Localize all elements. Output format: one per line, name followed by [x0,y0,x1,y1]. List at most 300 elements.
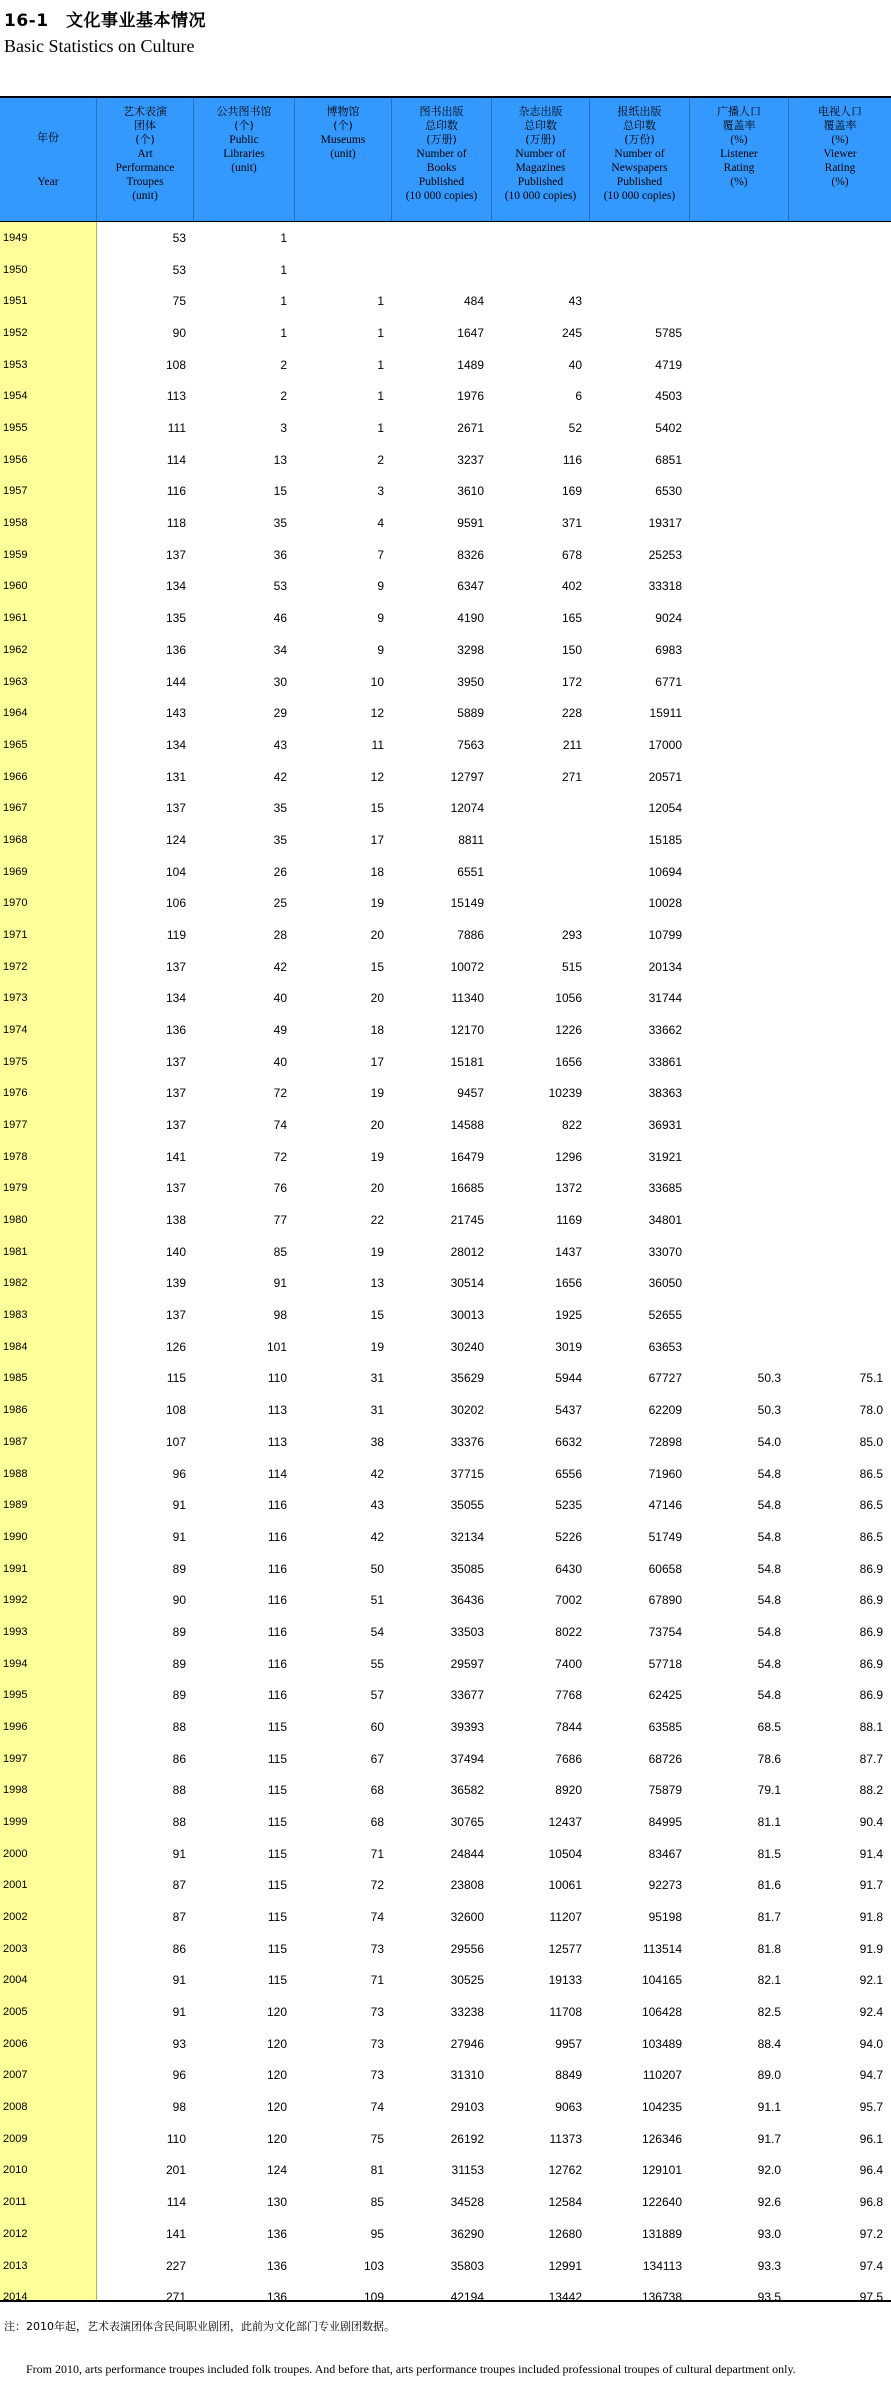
cell-magazines: 10239 [548,1086,582,1101]
cell-viewer: 86.9 [859,1593,883,1608]
cell-troupes: 88 [172,1815,186,1829]
cell-year: 1992 [3,1594,28,1607]
cell-viewer: 97.2 [859,2226,883,2241]
cell-magazines: 8920 [555,1783,582,1798]
table-row [0,919,891,951]
cell-troupes: 118 [166,516,186,531]
cell-books: 9591 [457,516,484,531]
cell-viewer [789,697,891,729]
table-row [0,317,891,349]
cell-books: 31153 [451,2163,484,2178]
cell-museums: 71 [370,1973,384,1988]
cell-newspapers: 62425 [648,1688,682,1703]
cell-troupes: 110 [166,2131,186,2146]
cell-year: 1989 [3,1499,28,1512]
cell-viewer: 86.9 [859,1624,883,1639]
cell-viewer: 94.0 [859,2036,883,2051]
cell-museums: 20 [370,991,384,1006]
cell-libraries: 110 [267,1371,287,1386]
table-row [0,1331,891,1363]
cell-magazines [492,887,590,919]
cell-museums: 18 [370,864,384,879]
cell-viewer [789,1331,891,1363]
cell-troupes: 134 [165,991,186,1006]
cell-newspapers: 33662 [648,1023,682,1037]
cell-year: 2008 [3,2101,28,2114]
cell-magazines: 1656 [555,1276,582,1291]
cell-year: 2006 [3,2037,28,2050]
cell-viewer: 87.7 [859,1751,883,1766]
cell-libraries: 29 [273,706,287,721]
cell-troupes: 137 [165,801,186,816]
cell-libraries: 120 [266,2005,287,2020]
cell-newspapers: 72898 [648,1434,682,1449]
cell-books: 30514 [450,1276,484,1291]
table-header [0,96,891,222]
cell-libraries: 124 [266,2163,287,2178]
table-row [0,887,891,919]
cell-magazines: 116 [562,452,582,467]
cell-libraries: 115 [267,1846,287,1861]
table-row [0,1806,891,1838]
cell-listener [690,349,789,381]
cell-listener: 93.5 [757,2290,781,2305]
cell-year: 1974 [3,1024,28,1036]
cell-libraries: 115 [267,1910,287,1925]
cell-magazines: 228 [561,706,582,721]
cell-libraries: 40 [273,1054,287,1069]
cell-magazines: 52 [568,421,582,436]
cell-viewer: 96.1 [859,2131,883,2146]
cell-year: 1951 [3,295,28,308]
cell-listener [690,697,789,729]
cell-troupes: 91 [172,1973,186,1988]
cell-newspapers: 136738 [641,2290,682,2305]
cell-newspapers: 36931 [648,1118,682,1133]
cell-magazines: 19133 [548,1973,582,1988]
table-row [0,1679,891,1711]
cell-books: 24844 [450,1846,484,1861]
table-row [0,666,891,698]
cell-troupes: 141 [165,1149,186,1164]
cell-viewer [789,444,891,476]
cell-listener: 88.4 [757,2036,781,2051]
cell-newspapers: 57718 [648,1656,682,1671]
header-museums [295,98,392,221]
cell-museums: 72 [370,1878,384,1893]
cell-year: 1950 [3,263,28,276]
cell-museums: 9 [377,579,384,594]
cell-newspapers: 63653 [648,1339,682,1354]
cell-troupes: 134 [165,579,186,594]
cell-troupes: 96 [172,1466,186,1481]
cell-magazines: 1169 [556,1213,582,1228]
cell-viewer [789,1141,891,1173]
cell-books: 32134 [450,1529,484,1544]
cell-libraries: 1 [280,326,287,341]
cell-viewer: 86.5 [859,1466,883,1481]
table-row [0,951,891,983]
cell-newspapers: 73754 [648,1624,682,1639]
cell-libraries: 116 [267,1624,287,1639]
cell-troupes: 91 [172,1529,186,1544]
cell-museums: 73 [370,2036,384,2051]
cell-year: 1993 [3,1625,28,1638]
cell-viewer [789,792,891,824]
cell-listener [690,1299,789,1331]
cell-libraries: 120 [266,2068,287,2083]
cell-books: 36436 [450,1593,484,1608]
cell-magazines: 3019 [555,1339,582,1354]
cell-year: 1972 [3,960,28,973]
cell-museums: 12 [370,706,384,721]
cell-libraries: 120 [266,2131,287,2146]
cell-libraries: 136 [266,2290,287,2305]
cell-libraries: 30 [273,674,287,689]
cell-libraries: 115 [267,1783,287,1798]
cell-listener [690,570,789,602]
cell-listener [690,666,789,698]
cell-libraries: 1 [280,231,287,245]
cell-books: 33376 [450,1434,484,1449]
cell-year: 1995 [3,1689,28,1702]
cell-viewer: 96.8 [859,2195,883,2210]
cell-libraries: 53 [273,579,287,594]
cell-magazines: 172 [561,674,582,689]
table-row [0,1014,891,1046]
cell-viewer [789,1172,891,1204]
cell-listener: 54.8 [757,1529,781,1544]
cell-books: 3237 [457,452,484,467]
cell-viewer [789,856,891,888]
cell-museums: 67 [370,1751,384,1766]
cell-listener [690,1267,789,1299]
cell-year: 2005 [3,2006,28,2019]
header-year-en: Year [37,175,59,188]
table-row [0,1172,891,1204]
cell-libraries: 35 [273,832,287,847]
cell-libraries: 3 [280,421,287,436]
cell-libraries: 34 [273,642,287,657]
table-row [0,1046,891,1078]
cell-magazines [492,254,590,286]
cell-newspapers: 67890 [648,1593,682,1608]
cell-books: 30240 [450,1339,484,1354]
cell-books: 33503 [450,1624,484,1639]
cell-troupes: 93 [172,2036,186,2051]
cell-listener [690,1331,789,1363]
cell-year: 2012 [3,2227,28,2240]
cell-year: 1987 [3,1435,28,1448]
cell-newspapers: 15185 [648,832,682,847]
cell-newspapers: 6851 [655,452,682,467]
cell-books: 11340 [451,991,484,1006]
cell-viewer [789,1014,891,1046]
cell-listener: 81.5 [757,1846,781,1861]
cell-magazines: 1372 [555,1181,582,1196]
cell-listener: 89.0 [757,2068,781,2083]
cell-libraries: 115 [267,1878,287,1893]
cell-libraries: 2 [280,357,287,372]
cell-listener: 54.8 [757,1624,781,1639]
cell-libraries: 25 [273,896,287,911]
cell-newspapers: 75879 [648,1783,682,1798]
cell-libraries: 114 [267,1466,287,1481]
table-row [0,982,891,1014]
cell-year: 2000 [3,1847,28,1860]
cell-books: 15181 [450,1054,484,1069]
cell-libraries: 15 [273,484,287,499]
cell-listener [690,634,789,666]
cell-year: 1949 [3,232,28,244]
table-row [0,285,891,317]
cell-troupes: 136 [165,1023,186,1037]
cell-year: 1999 [3,1816,28,1828]
cell-museums: 54 [370,1624,384,1639]
cell-troupes: 134 [165,737,186,752]
cell-viewer [789,570,891,602]
cell-troupes: 138 [165,1213,186,1228]
cell-viewer: 91.7 [859,1878,883,1893]
cell-newspapers: 34801 [648,1213,682,1228]
table-row [0,2028,891,2060]
cell-museums: 1 [377,389,384,404]
cell-museums: 68 [370,1815,384,1829]
cell-newspapers: 6530 [655,484,682,499]
cell-newspapers: 33861 [648,1054,682,1069]
cell-viewer [789,1077,891,1109]
cell-books: 35085 [450,1561,484,1576]
cell-libraries: 46 [273,611,287,626]
table-row [0,824,891,856]
cell-museums: 15 [370,801,384,816]
table-row [0,507,891,539]
cell-newspapers: 84995 [648,1815,682,1829]
cell-books: 34528 [450,2195,484,2210]
cell-magazines: 12991 [548,2258,582,2273]
header-newspapers-cn: 报纸出版 总印数 (万份) [617,105,662,146]
cell-libraries: 115 [267,1973,287,1988]
table-row [0,1616,891,1648]
cell-books: 12170 [450,1023,484,1037]
cell-books: 39393 [450,1719,484,1734]
cell-museums: 55 [370,1656,384,1671]
table-row [0,1236,891,1268]
cell-troupes: 98 [172,2100,186,2115]
header-listener-cn: 广播人口 覆盖率 [717,105,761,132]
cell-magazines: 165 [561,611,582,626]
cell-magazines: 5437 [555,1403,582,1418]
cell-libraries: 136 [266,2226,287,2241]
cell-magazines: 1925 [555,1308,582,1323]
cell-troupes: 137 [165,1308,186,1323]
table-row [0,2059,891,2091]
cell-viewer [789,1299,891,1331]
cell-newspapers: 71960 [648,1466,682,1481]
cell-museums: 15 [370,1308,384,1323]
table-row [0,792,891,824]
cell-troupes: 144 [165,674,186,689]
cell-viewer [789,1236,891,1268]
cell-viewer: 92.1 [859,1973,883,1988]
cell-books [392,254,492,286]
cell-viewer [789,634,891,666]
cell-listener [690,1014,789,1046]
cell-newspapers: 134113 [642,2258,682,2273]
cell-libraries: 76 [273,1181,287,1196]
cell-newspapers: 36050 [648,1276,682,1291]
table-row [0,254,891,286]
cell-year: 1968 [3,833,28,846]
header-libraries [194,98,295,221]
cell-viewer [789,507,891,539]
cell-books: 8326 [457,547,484,562]
cell-books: 1647 [457,326,484,341]
cell-libraries: 2 [280,389,287,404]
table-row [0,1204,891,1236]
cell-listener [690,792,789,824]
table-body [0,222,891,2305]
cell-books: 42194 [450,2290,484,2305]
cell-viewer: 88.2 [859,1783,883,1798]
cell-listener: 54.8 [757,1688,781,1703]
cell-viewer [789,951,891,983]
cell-magazines: 12577 [548,1941,582,1956]
cell-listener [690,824,789,856]
header-viewer-en: (%) Viewer Rating (%) [823,134,857,188]
cell-troupes: 116 [166,484,186,499]
cell-year: 1954 [3,390,28,403]
cell-viewer: 86.9 [859,1561,883,1576]
cell-listener [690,539,789,571]
cell-magazines [492,824,590,856]
cell-museums: 95 [370,2226,384,2241]
cell-books: 7886 [457,927,484,942]
cell-books: 1489 [457,357,484,372]
cell-libraries: 35 [273,516,287,531]
cell-libraries: 74 [273,1118,287,1133]
cell-year: 1986 [3,1404,28,1417]
cell-books: 2671 [457,421,484,436]
cell-year: 1960 [3,580,28,593]
cell-museums: 57 [370,1688,384,1703]
cell-year: 1961 [3,612,28,625]
cell-viewer [789,317,891,349]
cell-viewer [789,285,891,317]
cell-museums: 81 [370,2163,384,2178]
header-year [0,98,97,221]
cell-magazines: 7400 [555,1656,582,1671]
cell-libraries: 91 [273,1276,287,1291]
cell-year: 1988 [3,1467,28,1480]
cell-year: 1969 [3,865,28,878]
cell-museums: 73 [370,1941,384,1956]
cell-museums: 15 [370,959,384,974]
cell-listener: 91.1 [757,2100,781,2115]
cell-year: 1994 [3,1657,28,1670]
cell-listener [690,1077,789,1109]
cell-newspapers: 5785 [655,326,682,341]
cell-books: 35629 [450,1371,484,1386]
cell-viewer: 86.5 [859,1498,883,1513]
cell-libraries: 42 [273,959,287,974]
cell-newspapers: 129101 [641,2163,682,2178]
cell-libraries: 1 [280,294,287,309]
table-row [0,1394,891,1426]
cell-magazines: 11373 [549,2131,582,2146]
cell-museums: 31 [370,1403,384,1418]
cell-troupes: 106 [165,896,186,911]
cell-museums: 19 [370,1086,384,1101]
cell-viewer: 88.1 [859,1719,883,1734]
cell-libraries: 72 [273,1149,287,1164]
cell-newspapers: 31744 [648,991,682,1006]
cell-books: 29597 [450,1656,484,1671]
cell-books: 36582 [450,1783,484,1798]
table-row [0,1458,891,1490]
cell-year: 1962 [3,643,28,656]
cell-museums: 73 [370,2068,384,2083]
header-libraries-cn: 公共图书馆 (个) [216,105,272,132]
cell-books: 36290 [450,2226,484,2241]
cell-year: 2003 [3,1942,28,1955]
cell-year: 1970 [3,897,28,910]
cell-museums: 103 [363,2258,384,2273]
cell-libraries: 40 [273,991,287,1006]
cell-books: 33677 [450,1688,484,1703]
cell-museums: 1 [377,421,384,436]
cell-listener: 54.8 [757,1561,781,1576]
cell-troupes: 139 [165,1276,186,1291]
cell-books: 15149 [450,896,484,911]
cell-museums: 20 [370,1181,384,1196]
cell-books: 1976 [457,389,484,404]
cell-libraries: 113 [267,1434,287,1449]
cell-viewer [789,1267,891,1299]
cell-museums [295,222,392,254]
table-row [0,1267,891,1299]
cell-troupes: 91 [172,2005,186,2020]
cell-listener: 82.5 [757,2005,781,2020]
cell-magazines [492,856,590,888]
cell-magazines: 5226 [555,1529,582,1544]
cell-troupes: 137 [165,1181,186,1196]
cell-troupes: 87 [172,1910,186,1925]
cell-newspapers: 9024 [655,611,682,626]
cell-troupes: 114 [166,2195,186,2210]
header-viewer-cn: 电视人口 覆盖率 [818,105,862,132]
cell-libraries: 115 [267,1751,287,1766]
cell-newspapers: 12054 [648,801,682,816]
cell-listener [690,982,789,1014]
cell-listener [690,729,789,761]
cell-magazines: 7686 [555,1751,582,1766]
cell-libraries: 77 [273,1213,287,1228]
cell-troupes: 89 [172,1624,186,1639]
cell-year: 1971 [3,928,28,941]
cell-troupes: 108 [165,357,186,372]
cell-libraries: 120 [266,2100,287,2115]
cell-year: 2001 [3,1879,28,1892]
table-title-en: Basic Statistics on Culture [4,36,195,56]
cell-libraries: 101 [266,1339,287,1354]
cell-books: 4190 [457,611,484,626]
cell-troupes: 87 [172,1878,186,1893]
cell-listener [690,856,789,888]
cell-troupes: 137 [165,959,186,974]
cell-troupes: 131 [165,769,186,784]
cell-viewer: 78.0 [859,1403,883,1418]
